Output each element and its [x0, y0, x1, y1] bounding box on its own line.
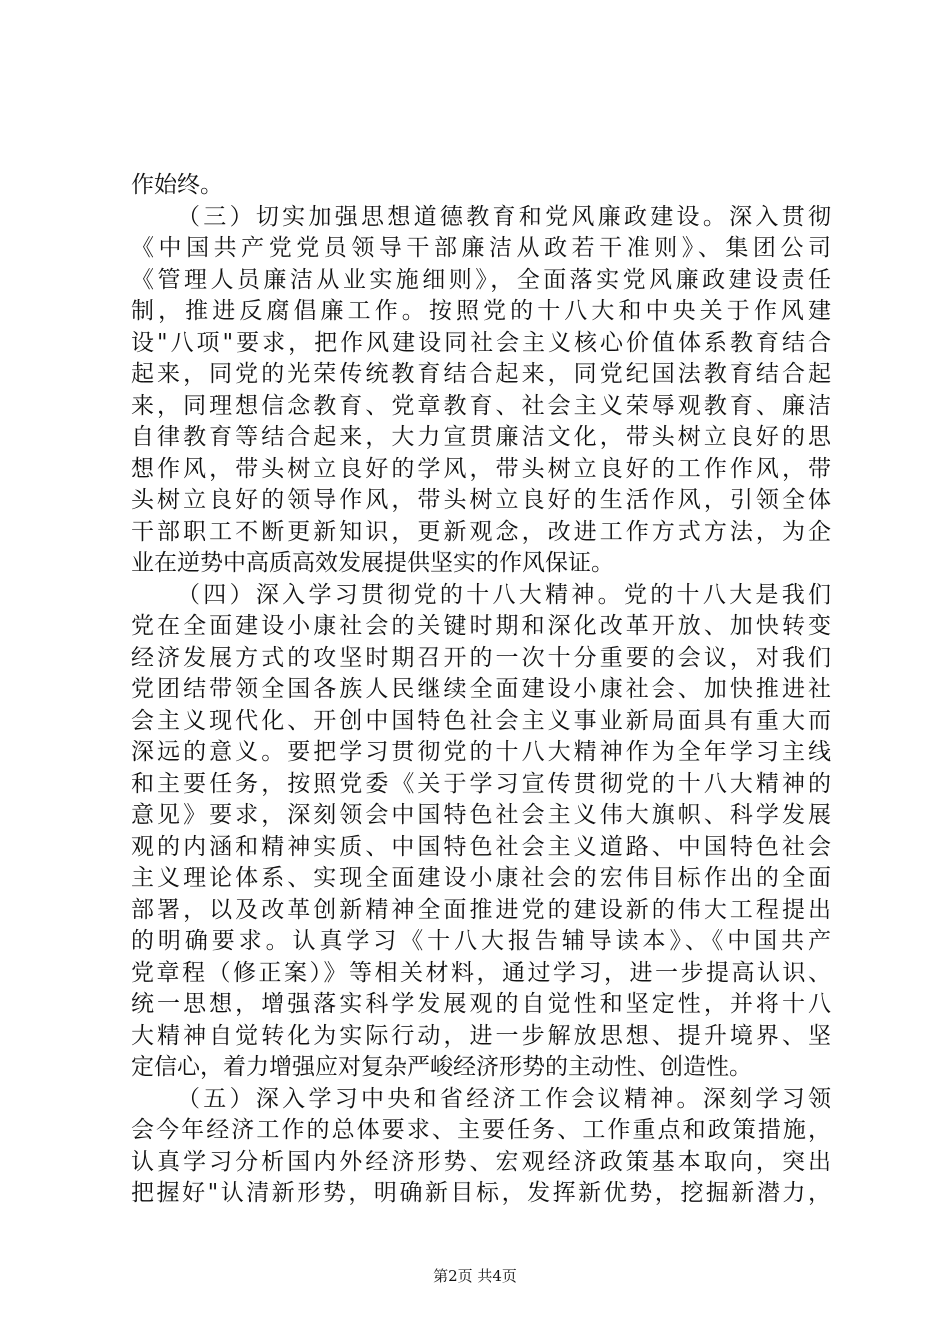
text-line: 《管理人员廉洁从业实施细则》，全面落实党风廉政建设责任: [131, 266, 831, 293]
text-line: 制，推进反腐倡廉工作。按照党的十八大和中央关于作风建: [131, 298, 831, 324]
text-line: 定信心，着力增强应对复杂严峻经济形势的主动性、创造性。: [131, 1054, 752, 1080]
text-line: 会主义现代化、开创中国特色社会主义事业新局面具有重大而: [131, 707, 831, 734]
page-footer: [0, 1265, 950, 1286]
document-body: [131, 170, 831, 1210]
text-line: 《中国共产党党员领导干部廉洁从政若干准则》、集团公司: [131, 235, 831, 261]
text-line: （五）深入学习中央和省经济工作会议精神。深刻学习领: [177, 1085, 831, 1112]
text-line: 党在全面建设小康社会的关键时期和深化改革开放、加快转变: [131, 613, 831, 639]
text-line: 认真学习分析国内外经济形势、宏观经济政策基本取向，突出: [131, 1148, 831, 1175]
text-line: 设"八项"要求，把作风建设同社会主义核心价值体系教育结合: [131, 329, 831, 356]
text-line: （三）切实加强思想道德教育和党风廉政建设。深入贯彻: [177, 203, 831, 230]
text-line: 的明确要求。认真学习《十八大报告辅导读本》、《中国共产: [131, 928, 831, 954]
text-line: 起来，同党的光荣传统教育结合起来，同党纪国法教育结合起: [131, 361, 831, 387]
text-line: 把握好"认清新形势，明确新目标，发挥新优势，挖掘新潜力，: [131, 1180, 831, 1206]
text-line: （四）深入学习贯彻党的十八大精神。党的十八大是我们: [177, 581, 831, 608]
text-line: 党团结带领全国各族人民继续全面建设小康社会、加快推进社: [131, 676, 831, 702]
text-line: 自律教育等结合起来，大力宣贯廉洁文化，带头树立良好的思: [131, 424, 831, 450]
text-line: 干部职工不断更新知识，更新观念，改进工作方式方法，为企: [131, 518, 831, 545]
text-line: 深远的意义。要把学习贯彻党的十八大精神作为全年学习主线: [131, 739, 831, 765]
text-line: 党章程（修正案）》等相关材料，通过学习，进一步提高认识、: [131, 959, 831, 986]
text-line: 想作风，带头树立良好的学风，带头树立良好的工作作风，带: [131, 455, 831, 482]
text-line: 意见》要求，深刻领会中国特色社会主义伟大旗帜、科学发展: [131, 802, 831, 828]
text-line: 部署，以及改革创新精神全面推进党的建设新的伟大工程提出: [131, 896, 831, 923]
text-line: 来，同理想信念教育、党章教育、社会主义荣辱观教育、廉洁: [131, 392, 831, 419]
text-line: 和主要任务，按照党委《关于学习宣传贯彻党的十八大精神的: [131, 770, 831, 797]
page-number-label: 第2页 共4页: [433, 1267, 517, 1285]
text-line: 经济发展方式的攻坚时期召开的一次十分重要的会议，对我们: [131, 644, 831, 671]
text-line: 头树立良好的领导作风，带头树立良好的生活作风，引领全体: [131, 487, 831, 513]
text-line: 业在逆势中高质高效发展提供坚实的作风保证。: [131, 550, 614, 576]
text-line: 统一思想，增强落实科学发展观的自觉性和坚定性，并将十八: [131, 991, 831, 1017]
text-line: 作始终。: [131, 172, 223, 198]
text-line: 主义理论体系、实现全面建设小康社会的宏伟目标作出的全面: [131, 865, 831, 891]
text-line: 会今年经济工作的总体要求、主要任务、工作重点和政策措施，: [131, 1117, 831, 1143]
text-line: 观的内涵和精神实质、中国特色社会主义道路、中国特色社会: [131, 833, 831, 860]
text-line: 大精神自觉转化为实际行动，进一步解放思想、提升境界、坚: [131, 1022, 831, 1049]
